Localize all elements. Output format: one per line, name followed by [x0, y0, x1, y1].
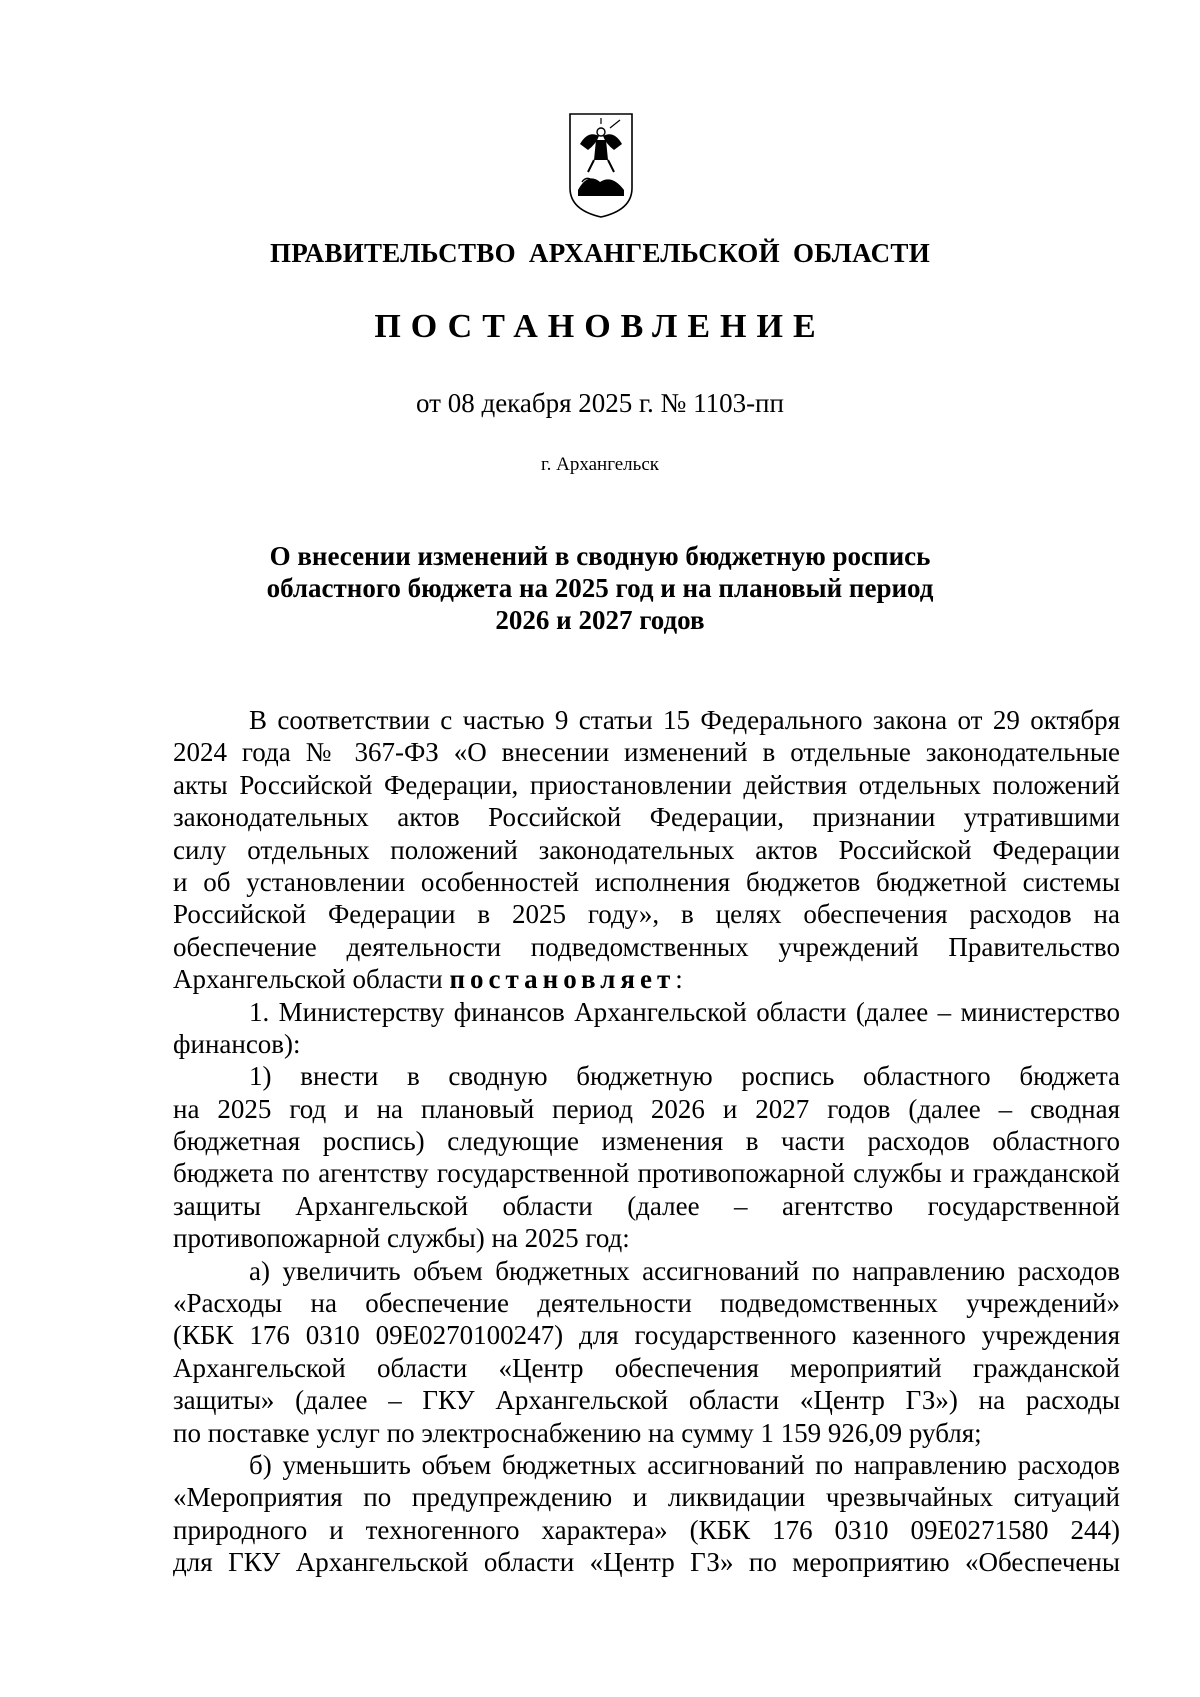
- body-line: акты Российской Федерации, приостановлении действия отдельных положений: [173, 769, 1120, 800]
- document-date-number: от 08 декабря 2025 г. № 1103-пп: [416, 388, 784, 418]
- body-text: Архангельской области: [173, 964, 450, 995]
- body-line: 2024 года № 367-ФЗ «О внесении изменений в отдельные законодательные: [173, 737, 1120, 768]
- body-line: защиты Архангельской области (далее – агентство государственной: [173, 1190, 1120, 1221]
- document-type: ПОСТАНОВЛЕНИЕ: [374, 308, 826, 345]
- body-line: 1) внести в сводную бюджетную роспись областного бюджета: [249, 1061, 1120, 1092]
- body-line: противопожарной службы) на 2025 год:: [173, 1223, 630, 1254]
- body-line: «Расходы на обеспечение деятельности подведомственных учреждений»: [173, 1288, 1120, 1319]
- body-line: [173, 963, 1120, 995]
- body-line: Архангельской области «Центр обеспечения мероприятий гражданской: [173, 1352, 1120, 1383]
- body-line: В соответствии с частью 9 статьи 15 Федерального закона от 29 октября: [249, 705, 1120, 735]
- body-line: защиты» (далее – ГКУ Архангельской области «Центр ГЗ») на расходы: [173, 1385, 1120, 1416]
- title-line: О внесении изменений в сводную бюджетную роспись: [269, 541, 931, 571]
- body-line: 1. Министерству финансов Архангельской области (далее – министерство: [249, 996, 1120, 1027]
- body-line: Российской Федерации в 2025 году», в целях обеспечения расходов на: [173, 899, 1120, 930]
- body-line: для ГКУ Архангельской области «Центр ГЗ» по мероприятию «Обеспечены: [173, 1547, 1120, 1578]
- title-line: 2026 и 2027 годов: [495, 605, 705, 635]
- body-line: «Мероприятия по предупреждению и ликвидации чрезвычайных ситуаций: [173, 1482, 1120, 1513]
- body-line: а) увеличить объем бюджетных ассигнований по направлению расходов: [249, 1255, 1120, 1286]
- body-line: б) уменьшить объем бюджетных ассигнований по направлению расходов: [249, 1449, 1120, 1480]
- title-line: областного бюджета на 2025 год и на плановый период: [266, 573, 934, 603]
- body-line: законодательных актов Российской Федерации, признании утратившими: [173, 802, 1120, 833]
- body-line: и об установлении особенностей исполнения бюджетов бюджетной системы: [173, 866, 1120, 897]
- organization-name: ПРАВИТЕЛЬСТВО АРХАНГЕЛЬСКОЙ ОБЛАСТИ: [269, 238, 931, 268]
- document-body: [173, 704, 1120, 1579]
- body-line: на 2025 год и на плановый период 2026 и 2027 годов (далее – сводная: [173, 1093, 1120, 1124]
- body-line: бюджетная роспись) следующие изменения в части расходов областного: [173, 1126, 1120, 1157]
- body-text: :: [675, 964, 683, 995]
- body-line: финансов):: [173, 1028, 301, 1059]
- resolves-word: постановляет: [449, 964, 676, 995]
- body-line: бюджета по агентству государственной противопожарной службы и гражданской: [173, 1158, 1120, 1189]
- body-line: (КБК 176 0310 09Е0270100247) для государственного казенного учреждения: [173, 1320, 1120, 1351]
- body-line: силу отдельных положений законодательных актов Российской Федерации: [173, 834, 1120, 865]
- body-line: природного и техногенного характера» (КБК 176 0310 09Е0271580 244): [173, 1514, 1120, 1545]
- document-title: [0, 540, 1200, 636]
- body-line: обеспечение деятельности подведомственных учреждений Правительство: [173, 931, 1120, 962]
- document-city: г. Архангельск: [540, 454, 659, 475]
- body-line: по поставке услуг по электроснабжению на сумму 1 159 926,09 рубля;: [173, 1417, 982, 1448]
- coat-of-arms-emblem: [566, 110, 636, 220]
